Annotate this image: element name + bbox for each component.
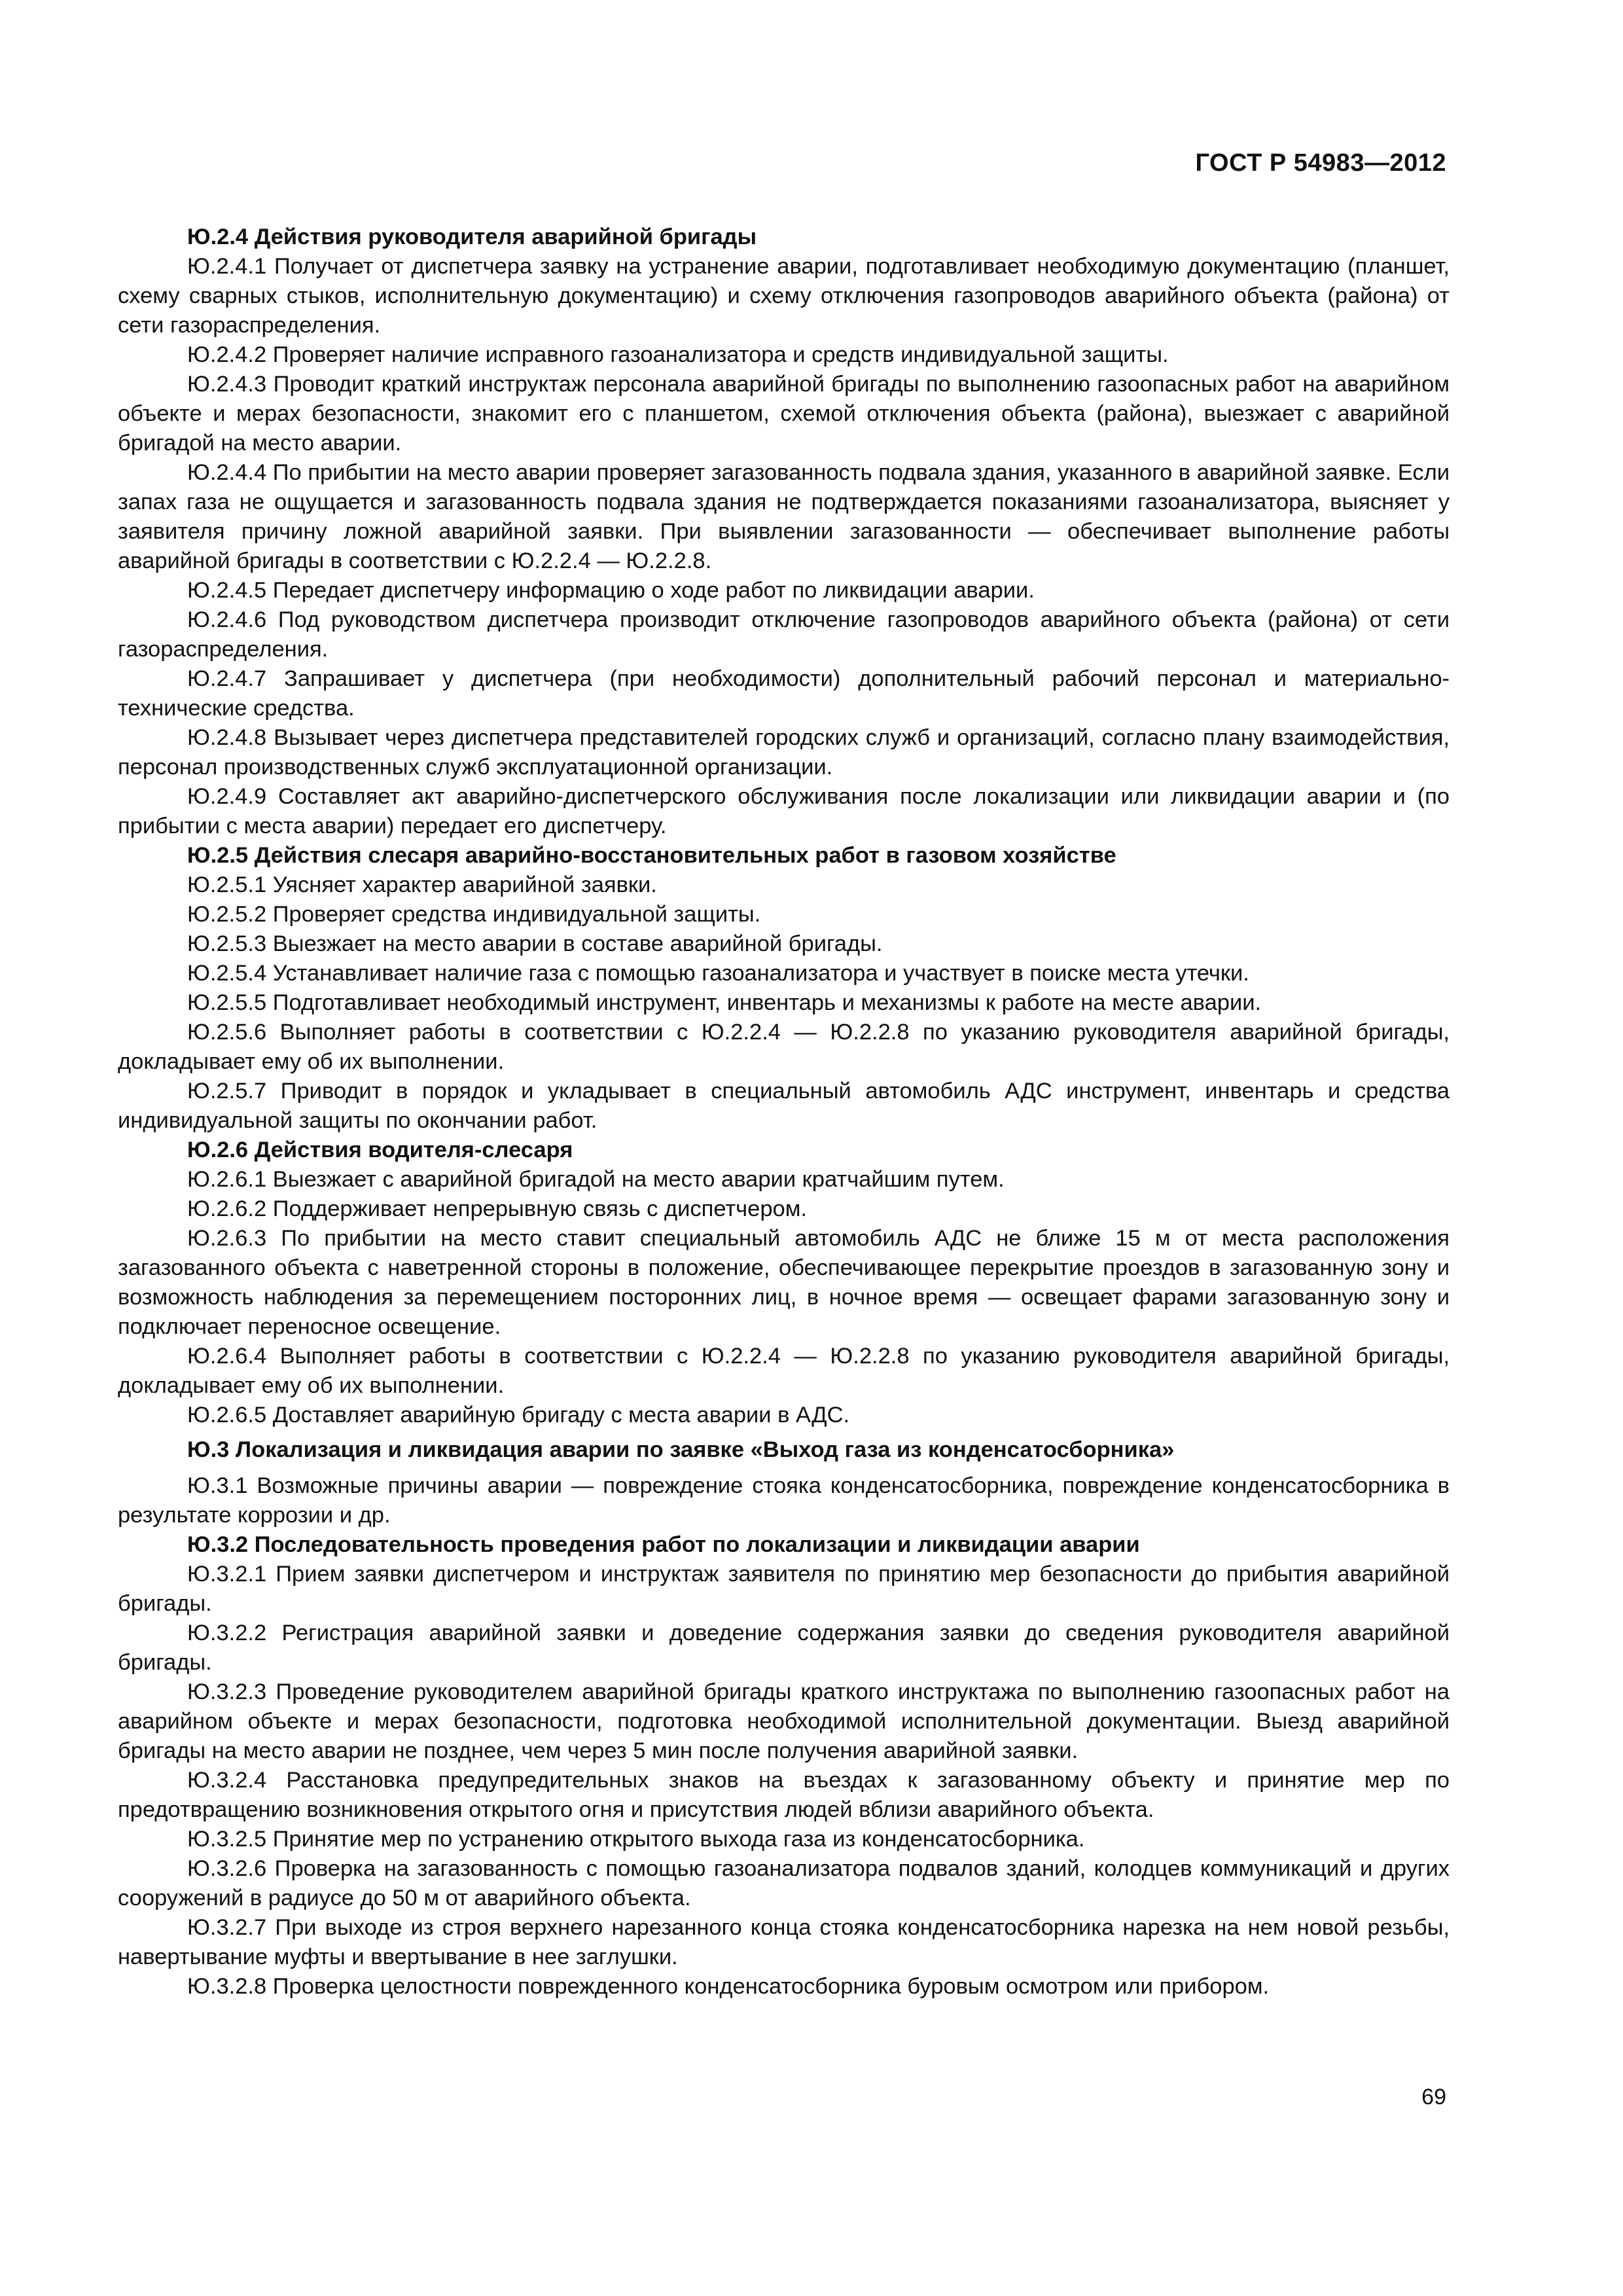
paragraph: Ю.3.1 Возможные причины аварии — повреждение стояка конденсатосборника, повреждение конденсатосборника в результате коррозии и др.	[118, 1473, 1450, 1528]
paragraph: Ю.3.2.8 Проверка целостности поврежденного конденсатосборника буровым осмотром или прибором.	[187, 1974, 1270, 1999]
paragraph: Ю.2.6.1 Выезжает с аварийной бригадой на место аварии кратчайшим путем.	[187, 1167, 1005, 1192]
paragraph: Ю.2.4.5 Передает диспетчеру информацию о ходе работ по ликвидации аварии.	[187, 578, 1035, 603]
paragraph: Ю.2.4.3 Проводит краткий инструктаж персонала аварийной бригады по выполнению газоопасных работ на аварийном объекте и мерах безопасности, знакомит его с планшетом, схемой отключения объекта (района), выезжает с аварийной бригадой на место аварии.	[118, 372, 1450, 456]
paragraph: Ю.2.5.6 Выполняет работы в соответствии с Ю.2.2.4 — Ю.2.2.8 по указанию руководителя аварийной бригады, докладывает ему об их выполнении.	[118, 1020, 1450, 1074]
paragraph: Ю.2.4.9 Составляет акт аварийно-диспетчерского обслуживания после локализации или ликвидации аварии и (по прибытии с места аварии) передает его диспетчеру.	[118, 784, 1450, 838]
paragraph: Ю.2.6.3 По прибытии на место ставит специальный автомобиль АДС не ближе 15 м от места расположения загазованного объекта с наветренной стороны в положение, обеспечивающее перекрытие проездов в загазованную зону и возможность наблюдения за перемещением посторонних лиц, в ночное время — освещает фарами загазованную зону и подключает переносное освещение.	[118, 1226, 1450, 1339]
paragraph: Ю.3.2.6 Проверка на загазованность с помощью газоанализатора подвалов зданий, колодцев коммуникаций и других сооружений в радиусе до 50 м от аварийного объекта.	[118, 1856, 1450, 1910]
section-heading: Ю.2.6 Действия водителя-слесаря	[187, 1138, 573, 1162]
paragraph: Ю.2.6.5 Доставляет аварийную бригаду с места аварии в АДС.	[187, 1403, 850, 1427]
paragraph: Ю.2.5.7 Приводит в порядок и укладывает в специальный автомобиль АДС инструмент, инвентарь и средства индивидуальной защиты по окончании работ.	[118, 1079, 1450, 1133]
paragraph: Ю.2.5.1 Уясняет характер аварийной заявки.	[187, 872, 657, 897]
paragraph: Ю.2.5.3 Выезжает на место аварии в составе аварийной бригады.	[187, 931, 883, 956]
chapter-heading: Ю.3 Локализация и ликвидация аварии по заявке «Выход газа из конденсатосборника»	[187, 1437, 1175, 1462]
paragraph: Ю.2.6.2 Поддерживает непрерывную связь с диспетчером.	[187, 1196, 807, 1221]
document-body	[118, 223, 1450, 2001]
paragraph: Ю.2.6.4 Выполняет работы в соответствии с Ю.2.2.4 — Ю.2.2.8 по указанию руководителя аварийной бригады, докладывает ему об их выполнении.	[118, 1344, 1450, 1398]
paragraph: Ю.3.2.5 Принятие мер по устранению открытого выхода газа из конденсатосборника.	[187, 1827, 1085, 1852]
paragraph: Ю.2.4.4 По прибытии на место аварии проверяет загазованность подвала здания, указанного в аварийной заявке. Если запах газа не ощущается и загазованность подвала здания не подтверждается показаниями газоанализатора, выясняет у заявителя причину ложной аварийной заявки. При выявлении загазованности — обеспечивает выполнение работы аварийной бригады в соответствии с Ю.2.2.4 — Ю.2.2.8.	[118, 460, 1450, 573]
paragraph: Ю.3.2.4 Расстановка предупредительных знаков на въездах к загазованному объекту и принятие мер по предотвращению возникновения открытого огня и присутствия людей вблизи аварийного объекта.	[118, 1768, 1450, 1822]
paragraph: Ю.2.4.1 Получает от диспетчера заявку на устранение аварии, подготавливает необходимую документацию (планшет, схему сварных стыков, исполнительную документацию) и схему отключения газопроводов аварийного объекта (района) от сети газораспределения.	[118, 254, 1450, 338]
document-header: ГОСТ Р 54983—2012	[1195, 149, 1446, 177]
section-heading: Ю.2.4 Действия руководителя аварийной бригады	[187, 224, 757, 249]
paragraph: Ю.2.4.2 Проверяет наличие исправного газоанализатора и средств индивидуальной защиты.	[187, 342, 1169, 367]
paragraph: Ю.3.2.1 Прием заявки диспетчером и инструктаж заявителя по принятию мер безопасности до прибытия аварийной бригады.	[118, 1562, 1450, 1616]
paragraph: Ю.3.2.2 Регистрация аварийной заявки и доведение содержания заявки до сведения руководителя аварийной бригады.	[118, 1621, 1450, 1675]
paragraph: Ю.2.4.6 Под руководством диспетчера производит отключение газопроводов аварийного объекта (района) от сети газораспределения.	[118, 607, 1450, 662]
paragraph: Ю.2.4.8 Вызывает через диспетчера представителей городских служб и организаций, согласно плану взаимодействия, персонал производственных служб эксплуатационной организации.	[118, 725, 1450, 780]
paragraph: Ю.3.2.7 При выходе из строя верхнего нарезанного конца стояка конденсатосборника нарезка на нем новой резьбы, навертывание муфты и ввертывание в нее заглушки.	[118, 1915, 1450, 1969]
paragraph: Ю.2.5.2 Проверяет средства индивидуальной защиты.	[187, 902, 761, 927]
section-heading: Ю.2.5 Действия слесаря аварийно-восстановительных работ в газовом хозяйстве	[187, 843, 1116, 868]
paragraph: Ю.3.2.3 Проведение руководителем аварийной бригады краткого инструктажа по выполнению газоопасных работ на аварийном объекте и мерах безопасности, подготовка необходимой исполнительной документации. Выезд аварийной бригады на место аварии не позднее, чем через 5 мин после получения аварийной заявки.	[118, 1679, 1450, 1763]
paragraph: Ю.2.4.7 Запрашивает у диспетчера (при необходимости) дополнительный рабочий персонал и материально-технические средства.	[118, 666, 1450, 721]
paragraph: Ю.2.5.4 Устанавливает наличие газа с помощью газоанализатора и участвует в поиске места утечки.	[187, 961, 1249, 986]
section-heading: Ю.3.2 Последовательность проведения работ по локализации и ликвидации аварии	[187, 1532, 1140, 1557]
paragraph: Ю.2.5.5 Подготавливает необходимый инструмент, инвентарь и механизмы к работе на месте аварии.	[187, 990, 1262, 1015]
page-number: 69	[1421, 2085, 1446, 2109]
